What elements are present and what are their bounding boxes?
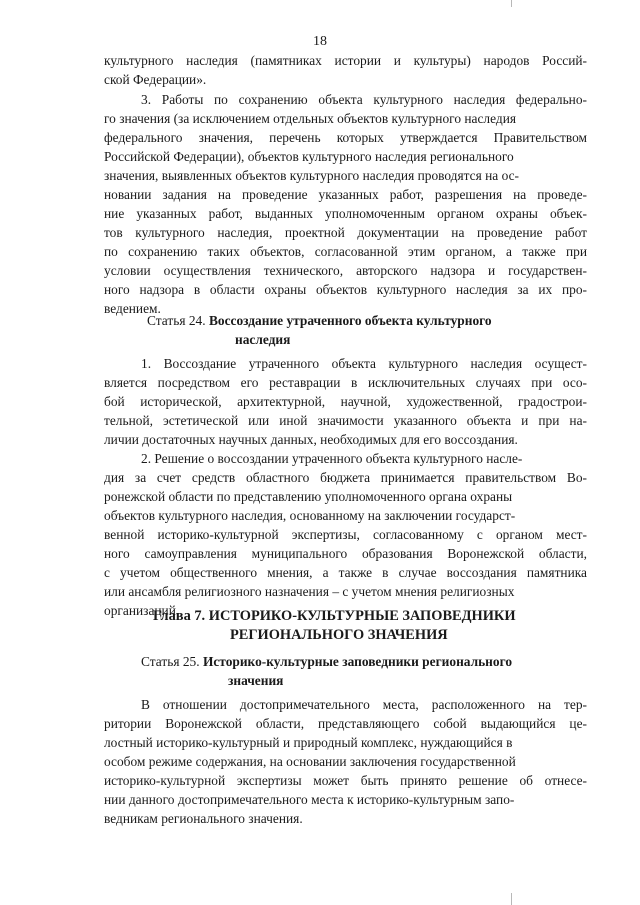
text-line: по сохранению таких объектов, согласованной этим органом, а также при xyxy=(104,244,587,259)
text-line: ного надзора в области охраны объектов культурного наследия за их про- xyxy=(104,282,587,297)
text-line: объектов культурного наследия, основанному на заключении государст- xyxy=(104,508,516,523)
text-line: организаций. xyxy=(104,603,180,618)
article-title: Воссоздание утраченного объекта культурного xyxy=(208,313,492,328)
text-line: особом режиме содержания, на основании заключения государственной xyxy=(104,754,516,769)
text-line: тельной, эстетической или иной значимости указанного объекта и при на- xyxy=(104,413,587,428)
article-number: Статья 25. xyxy=(141,654,200,669)
text-line: новании задания на проведение указанных работ, разрешения на проведе- xyxy=(104,187,587,202)
text-line: ведением. xyxy=(104,301,161,316)
scan-edge-mark-top xyxy=(511,0,512,7)
text-line: ритории Воронежской области, представляющего собой выдающийся це- xyxy=(104,716,587,731)
text-line: венной историко-культурной экспертизы, согласованному с органом мест- xyxy=(104,527,587,542)
article-25-heading xyxy=(0,653,640,671)
chapter-7-heading-continued: РЕГИОНАЛЬНОГО ЗНАЧЕНИЯ xyxy=(230,627,448,643)
article-24-heading-continued: наследия xyxy=(235,332,291,347)
article-number: Статья 24. xyxy=(147,313,206,328)
text-line: значения, выявленных объектов культурного наследия проводятся на ос- xyxy=(104,168,520,183)
text-line: культурного наследия (памятниках истории и культуры) народов Россий- xyxy=(104,53,587,68)
text-line: условии осуществления технического, авторского надзора и государствен- xyxy=(104,263,587,278)
text-line: личии достаточных научных данных, необходимых для его воссоздания. xyxy=(104,432,518,447)
text-line: дия за счет средств областного бюджета принимается правительством Во- xyxy=(104,470,587,485)
text-line: вляется посредством его реставрации в исключительных случаях при осо- xyxy=(104,375,587,390)
article-25-heading-continued: значения xyxy=(228,673,284,688)
text-line: ской Федерации». xyxy=(104,72,207,87)
text-line: с учетом общественного мнения, а также в случае воссоздания памятника xyxy=(104,565,587,580)
page-number: 18 xyxy=(313,34,327,49)
text-line: федерального значения, перечень которых утверждается Правительством xyxy=(104,130,587,145)
text-line: 1. Воссоздание утраченного объекта культурного наследия осущест- xyxy=(141,356,587,371)
text-line: ние указанных работ, выданных уполномоченным органом охраны объек- xyxy=(104,206,587,221)
text-line: тов культурного наследия, проектной документации на проведение работ xyxy=(104,225,587,240)
text-line: ведникам регионального значения. xyxy=(104,811,303,826)
text-line: 2. Решение о воссоздании утраченного объекта культурного насле- xyxy=(141,451,523,466)
scan-edge-mark-bottom xyxy=(511,893,512,905)
text-line: или ансамбля религиозного назначения – с учетом мнения религиозных xyxy=(104,584,515,599)
text-line: ронежской области по представлению уполномоченного органа охраны xyxy=(104,489,513,504)
text-line: го значения (за исключением отдельных объектов культурного наследия xyxy=(104,111,517,126)
text-line: лостный историко-культурный и природный комплекс, нуждающийся в xyxy=(104,735,513,750)
article-title: Историко-культурные заповедники регионального xyxy=(202,654,513,669)
text-line: нии данного достопримечательного места к историко-культурным запо- xyxy=(104,792,515,807)
chapter-7-heading: Глава 7. ИСТОРИКО-КУЛЬТУРНЫЕ ЗАПОВЕДНИКИ xyxy=(153,608,516,624)
text-line: 3. Работы по сохранению объекта культурного наследия федерально- xyxy=(141,92,587,107)
text-line: ного самоуправления муниципального образования Воронежской области, xyxy=(104,546,587,561)
article-24-heading xyxy=(0,312,640,330)
text-line: Российской Федерации), объектов культурного наследия регионального xyxy=(104,149,514,164)
text-line: бой исторической, архитектурной, научной, художественной, градострои- xyxy=(104,394,587,409)
text-line: В отношении достопримечательного места, расположенного на тер- xyxy=(141,697,587,712)
text-line: историко-культурной экспертизы может быть принято решение об отнесе- xyxy=(104,773,587,788)
